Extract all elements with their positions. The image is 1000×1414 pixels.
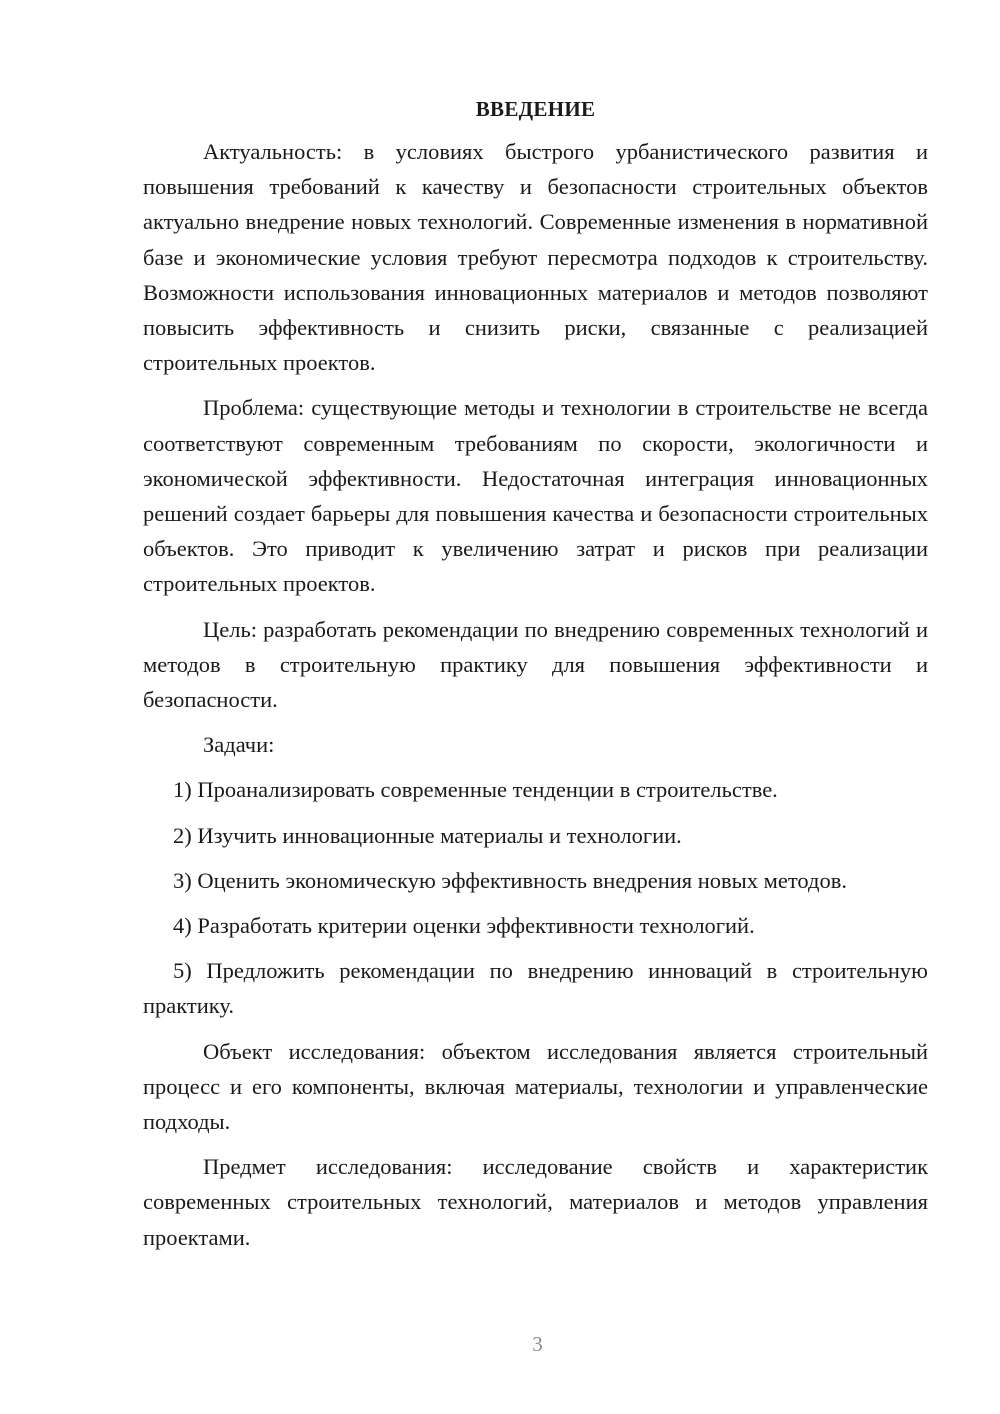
goal-paragraph: Цель: разработать рекомендации по внедрению современных технологий и методов в строительную практику для повышения эффективности и безопасности. <box>143 616 928 713</box>
tasks-label: Задачи: <box>203 732 275 758</box>
task-item: 1) Проанализировать современные тенденции в строительстве. <box>173 777 778 803</box>
tasks-list <box>143 772 928 1023</box>
relevance-paragraph: Актуальность: в условиях быстрого урбанистического развития и повышения требований к качеству и безопасности строительных объектов актуально внедрение новых технологий. Современные изменения в нормативной базе и экономические условия требуют пересмотра подходов к строительству. Возможности использования инновационных материалов и методов позволяют повысить эффективность и снизить риски, связанные с реализацией строительных проектов. <box>143 139 928 376</box>
page-content <box>143 92 928 1255</box>
task-item: 4) Разработать критерии оценки эффективности технологий. <box>173 913 755 939</box>
task-item: 3) Оценить экономическую эффективность внедрения новых методов. <box>173 867 847 893</box>
task-item: 2) Изучить инновационные материалы и технологии. <box>173 822 682 848</box>
page-title: ВВЕДЕНИЕ <box>475 97 596 121</box>
research-object-paragraph: Объект исследования: объектом исследования является строительный процесс и его компоненты, включая материалы, технологии и управленческие подходы. <box>143 1038 928 1135</box>
page-number: 3 <box>532 1332 543 1356</box>
research-subject-paragraph: Предмет исследования: исследование свойств и характеристик современных строительных технологий, материалов и методов управления проектами. <box>143 1154 928 1250</box>
problem-paragraph: Проблема: существующие методы и технологии в строительстве не всегда соответствуют современным требованиям по скорости, экологичности и экономической эффективности. Недостаточная интеграция инновационных решений создает барьеры для повышения качества и безопасности строительных объектов. Это приводит к увеличению затрат и рисков при реализации строительных проектов. <box>143 395 928 597</box>
task-item: 5) Предложить рекомендации по внедрению инноваций в строительную практику. <box>143 958 928 1019</box>
